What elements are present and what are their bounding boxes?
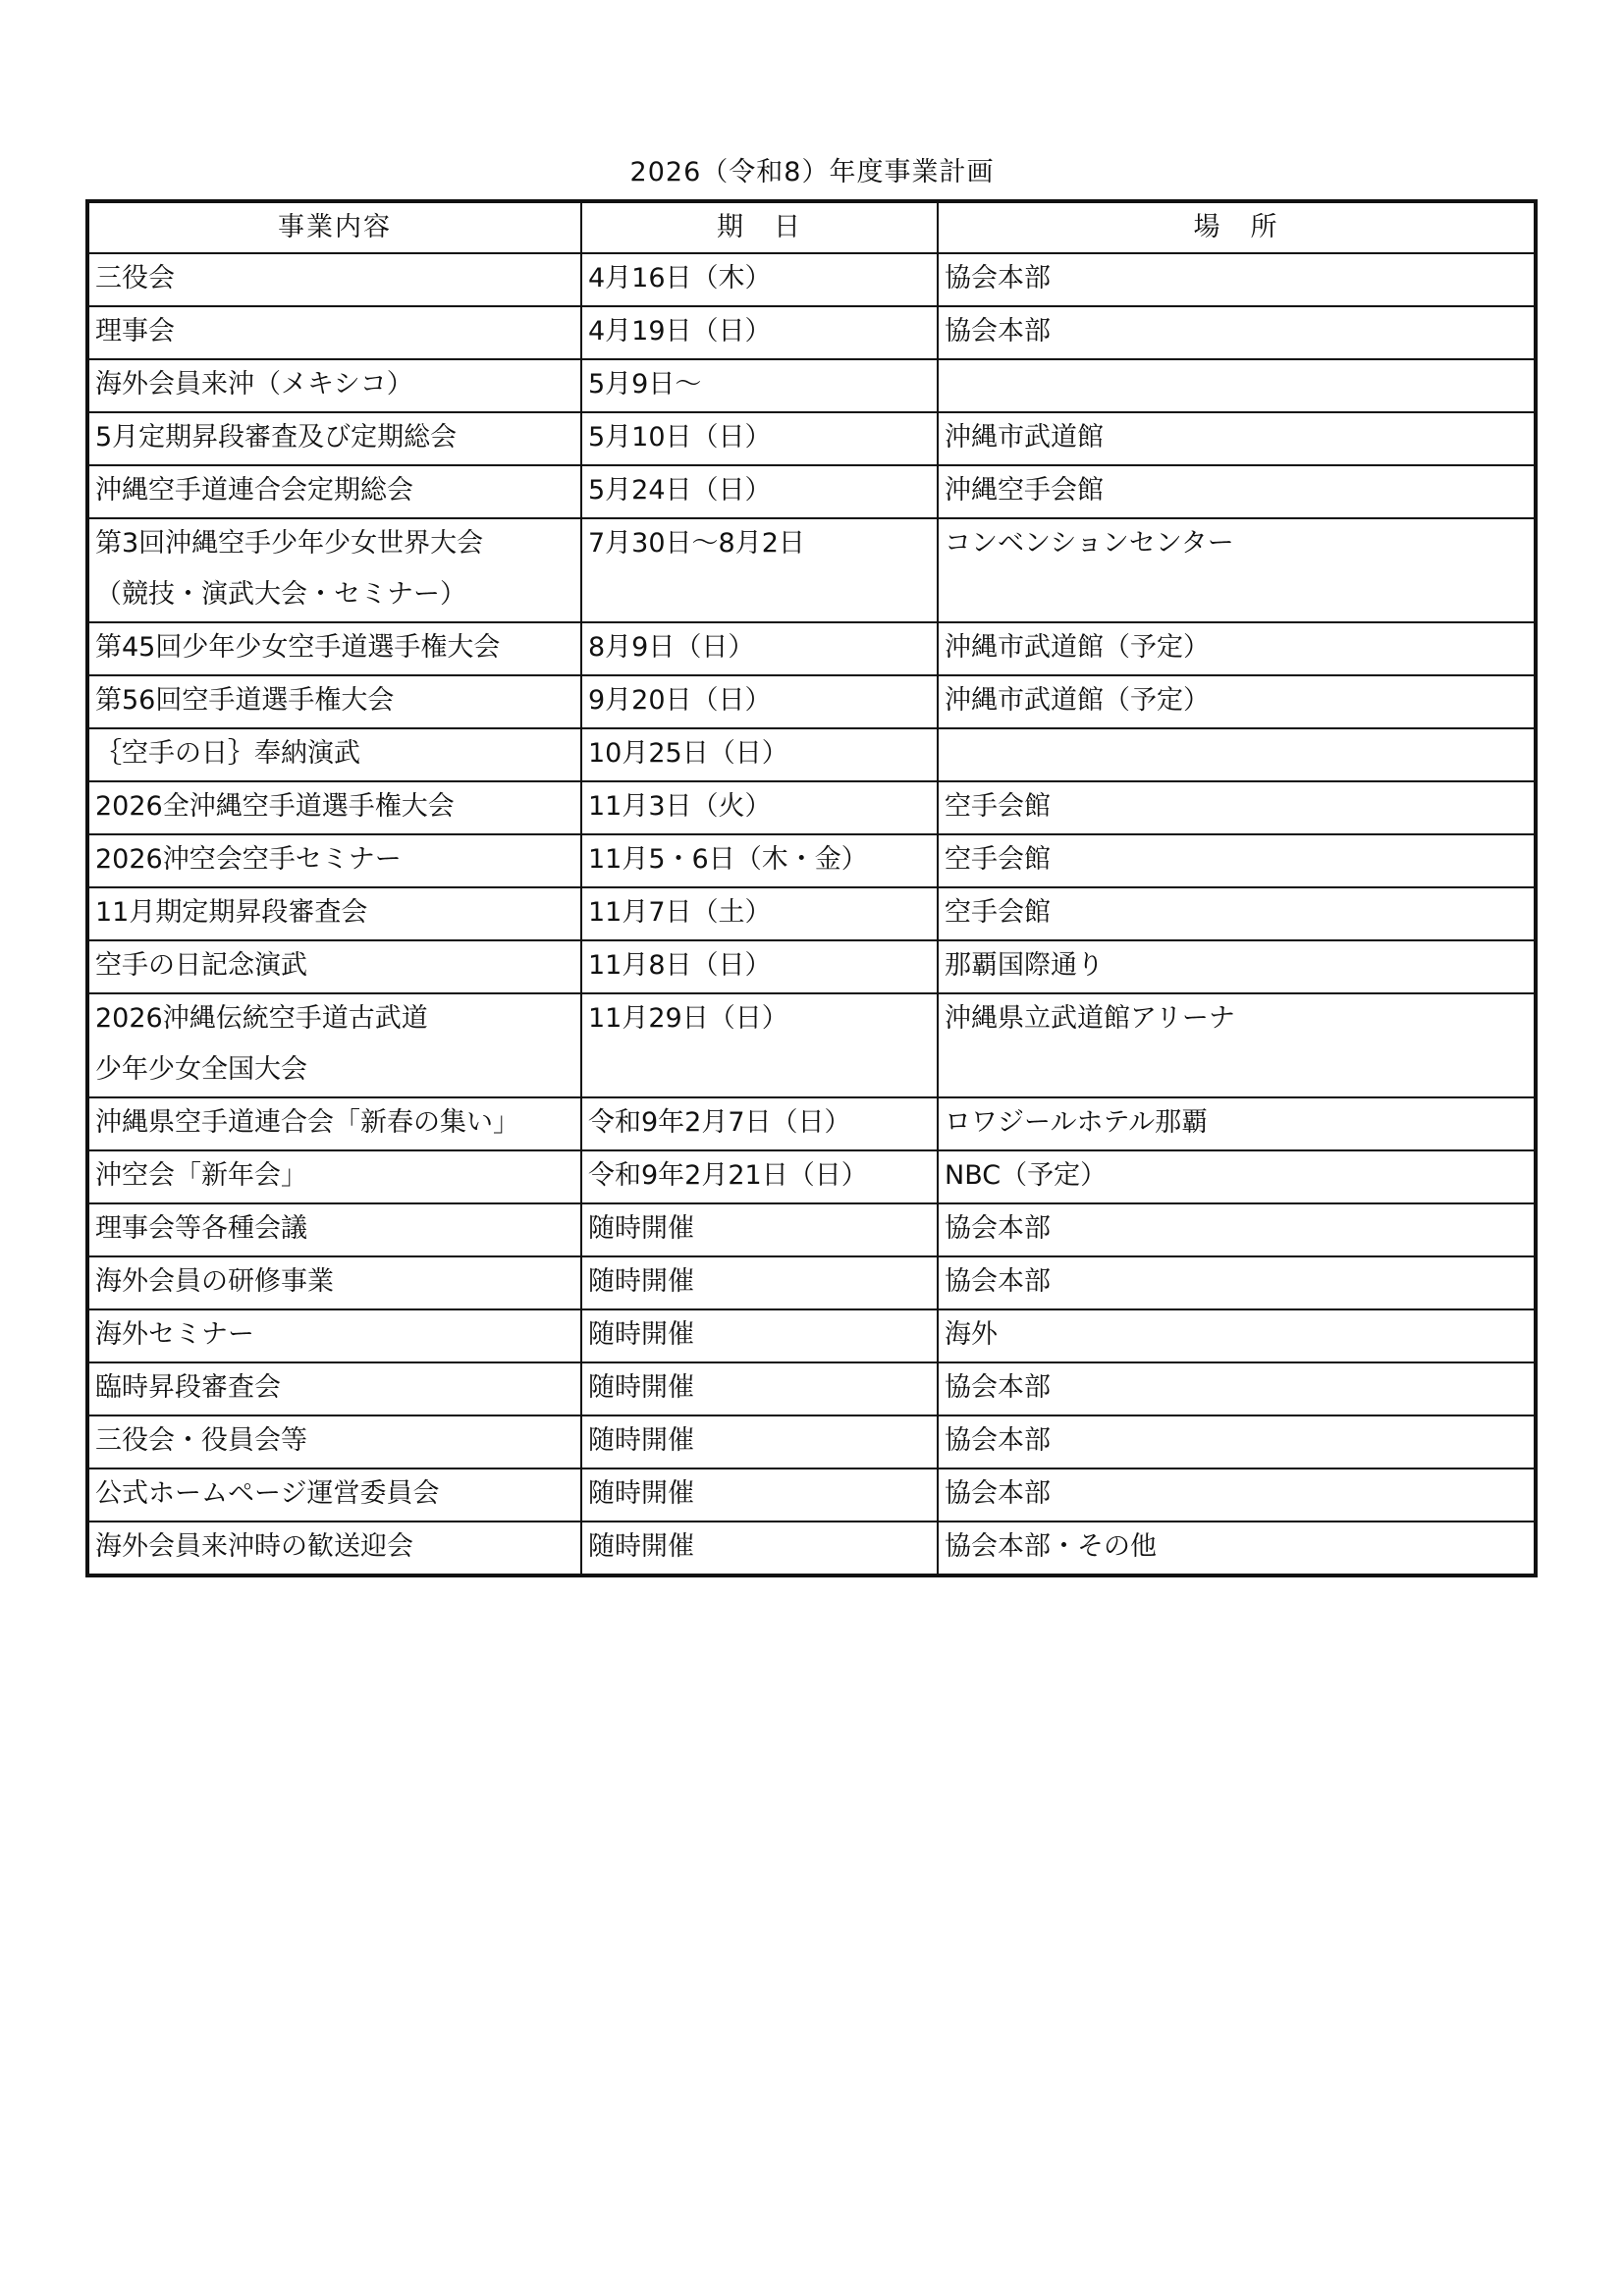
event-text: （競技・演武大会・セミナー） [95,579,466,610]
event-text: 少年少女全国大会 [95,1054,307,1085]
event-cell [87,1362,581,1415]
date-cell: 随時開催 [581,1203,938,1256]
event-cell [87,993,581,1097]
event-cell [87,1150,581,1203]
table-row [87,675,1536,728]
event-text: 臨時昇段審査会 [95,1372,281,1403]
table-row [87,412,1536,465]
event-cell [87,940,581,993]
event-text: 沖縄空手道連合会定期総会 [95,475,413,506]
date-cell: 10月25日（日） [581,728,938,781]
event-cell [87,1522,581,1575]
table-header-row [87,201,1536,253]
table-row [87,1362,1536,1415]
event-text: 海外セミナー [95,1319,254,1350]
place-cell: 沖縄市武道館（予定） [938,622,1536,675]
date-cell: 令和9年2月7日（日） [581,1097,938,1150]
event-text: 第56回空手道選手権大会 [95,685,395,716]
place-cell: 沖縄空手会館 [938,465,1536,518]
place-cell: 沖縄市武道館（予定） [938,675,1536,728]
table-row [87,940,1536,993]
event-cell [87,1309,581,1362]
event-cell [87,622,581,675]
date-cell: 11月29日（日） [581,993,938,1097]
event-text: 2026沖縄伝統空手道古武道 [95,1003,428,1034]
date-cell: 5月10日（日） [581,412,938,465]
place-cell: 協会本部 [938,1362,1536,1415]
date-cell: 随時開催 [581,1468,938,1522]
event-cell [87,728,581,781]
date-cell: 11月3日（火） [581,781,938,834]
place-cell: 協会本部 [938,1468,1536,1522]
header-date: 期 日 [581,201,938,253]
table-row [87,1256,1536,1309]
event-cell [87,412,581,465]
place-cell: 協会本部 [938,1415,1536,1468]
place-cell: 協会本部・その他 [938,1522,1536,1575]
place-cell: 協会本部 [938,1203,1536,1256]
event-cell [87,887,581,940]
place-cell [938,728,1536,781]
date-cell: 随時開催 [581,1522,938,1575]
event-cell [87,518,581,622]
date-cell: 5月24日（日） [581,465,938,518]
event-text: 第45回少年少女空手道選手権大会 [95,632,501,663]
place-cell [938,359,1536,412]
header-place: 場 所 [938,201,1536,253]
place-cell: 空手会館 [938,887,1536,940]
date-cell: 11月5・6日（木・金） [581,834,938,887]
schedule-table [85,199,1538,1577]
event-cell [87,834,581,887]
place-cell: ロワジールホテル那覇 [938,1097,1536,1150]
table-row [87,253,1536,306]
event-cell [87,1097,581,1150]
date-cell: 11月7日（土） [581,887,938,940]
date-cell: 随時開催 [581,1415,938,1468]
table-row [87,465,1536,518]
event-cell [87,675,581,728]
table-row [87,1309,1536,1362]
table-row [87,1097,1536,1150]
table-row [87,518,1536,622]
event-text: 2026沖空会空手セミナー [95,844,402,875]
table-row [87,1415,1536,1468]
event-text: 海外会員の研修事業 [95,1266,334,1297]
place-cell: 協会本部 [938,1256,1536,1309]
place-cell: 那覇国際通り [938,940,1536,993]
date-cell: 9月20日（日） [581,675,938,728]
event-text: 海外会員来沖（メキシコ） [95,369,413,400]
date-cell: 11月8日（日） [581,940,938,993]
event-text: 三役会 [95,263,175,294]
event-cell [87,1256,581,1309]
event-text: 2026全沖縄空手道選手権大会 [95,791,455,822]
date-cell: 随時開催 [581,1309,938,1362]
event-cell [87,1203,581,1256]
place-cell: 協会本部 [938,253,1536,306]
event-text: 海外会員来沖時の歓送迎会 [95,1531,413,1562]
place-cell: NBC（予定） [938,1150,1536,1203]
table-row [87,622,1536,675]
table-row [87,834,1536,887]
event-text: 第3回沖縄空手少年少女世界大会 [95,528,484,559]
event-text: 沖縄県空手道連合会「新春の集い」 [95,1107,519,1138]
table-row [87,1203,1536,1256]
table-row [87,993,1536,1097]
document-title: 2026（令和8）年度事業計画 [629,157,995,187]
date-cell: 8月9日（日） [581,622,938,675]
date-cell: 令和9年2月21日（日） [581,1150,938,1203]
event-text: 5月定期昇段審査及び定期総会 [95,422,458,453]
date-cell: 随時開催 [581,1256,938,1309]
place-cell: 空手会館 [938,781,1536,834]
event-text: 沖空会「新年会」 [95,1160,307,1191]
place-cell: 海外 [938,1309,1536,1362]
table-row [87,1468,1536,1522]
table-row [87,781,1536,834]
place-cell: 沖縄県立武道館アリーナ [938,993,1536,1097]
event-text: ｛空手の日｝奉納演武 [95,738,360,769]
event-text: 三役会・役員会等 [95,1425,307,1456]
place-cell: 空手会館 [938,834,1536,887]
date-cell: 随時開催 [581,1362,938,1415]
event-cell [87,1468,581,1522]
table-row [87,1150,1536,1203]
event-text: 理事会等各種会議 [95,1213,307,1244]
event-cell [87,359,581,412]
date-cell: 4月16日（木） [581,253,938,306]
event-text: 公式ホームページ運営委員会 [95,1478,440,1509]
table-row [87,359,1536,412]
header-event: 事業内容 [87,201,581,253]
event-cell [87,253,581,306]
event-text: 11月期定期昇段審査会 [95,897,368,928]
date-cell: 5月9日～ [581,359,938,412]
event-text: 理事会 [95,316,175,347]
table-row [87,306,1536,359]
table-row [87,728,1536,781]
place-cell: 協会本部 [938,306,1536,359]
date-cell: 4月19日（日） [581,306,938,359]
place-cell: 沖縄市武道館 [938,412,1536,465]
table-row [87,1522,1536,1575]
date-cell: 7月30日～8月2日 [581,518,938,622]
event-cell [87,1415,581,1468]
event-cell [87,781,581,834]
event-text: 空手の日記念演武 [95,950,307,981]
schedule-body [87,253,1536,1575]
event-cell [87,306,581,359]
event-cell [87,465,581,518]
place-cell: コンベンションセンター [938,518,1536,622]
table-row [87,887,1536,940]
